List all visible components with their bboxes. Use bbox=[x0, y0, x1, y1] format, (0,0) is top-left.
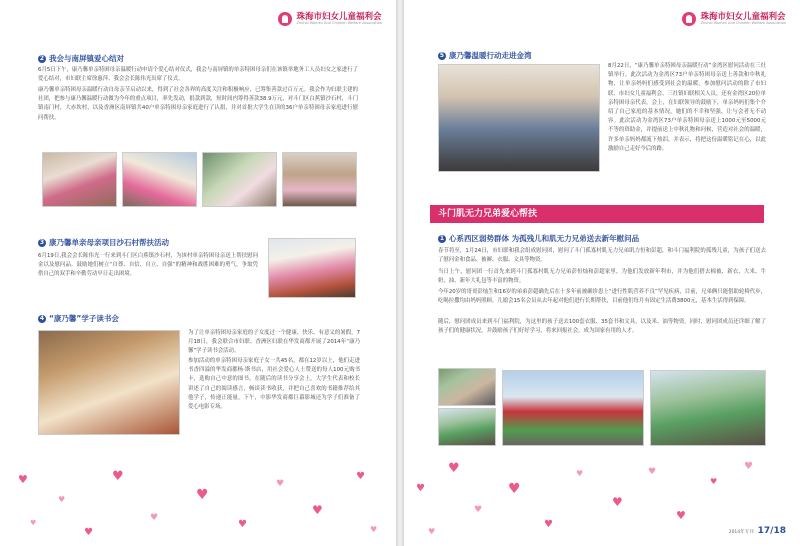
issue-label: 2014年专刊 bbox=[728, 530, 754, 535]
heart-icon: ♥ bbox=[676, 509, 686, 522]
heart-icon: ♥ bbox=[648, 467, 657, 477]
section-1-paragraph-2: 当日上午，慰问团一行首先来到斗门孤寡村肌无力兄弟彭恒灿和彭超家里，为他们发放新年利市，并为他们搭去棉被、新衣、大米、牛奶、油、新年大礼包等丰富的物资。 bbox=[438, 269, 766, 285]
section-1-paragraph-4: 随后，慰问团成员来到斗门福利院，为这里的孩子送去100套衣服、35套书和文具，以及米、油等物资。同时，慰问团成员还详细了解了孩子们的健康状况，并鼓励孩子们好好学习，将来回报社会，成为国家有用的人才。 bbox=[438, 319, 766, 335]
heart-icon: ♥ bbox=[196, 487, 209, 503]
section-1-title: 心系西区弱势群体 为孤残儿和肌无力兄弟送去新年慰问品 bbox=[449, 234, 640, 243]
section-1-paragraph-3: 今年20岁的哥哥彭灿生和16岁的弟弟彭超确先后在十多年前被确诊患上“进行性肌营养不良”罕见疾病，目前，兄弟俩只能借助轮椅代步，吃喝拉撒均由妈妈照顾。儿媳会15名会员从去年起对他们进行长期帮扶，目前他们每月有固定生活费3800元，基本生活得到保障。 bbox=[438, 289, 766, 305]
doumen-section-banner: 斗门肌无力兄弟爱心帮扶 bbox=[430, 205, 764, 223]
section-2-paragraph-1: 6月5日下午，康乃馨单亲特困母亲温暖行动申请个爱心结对仪式，我会与南屏镇的单亲特困母亲们在该镇举地务工人员妇女之家进行了爱心结对，市妇联主席徐惠萍、我会会长陈伟光出席了仪式。 bbox=[38, 67, 358, 83]
section-number-badge: 1 bbox=[439, 234, 445, 242]
section-number-badge: 5 bbox=[439, 51, 445, 59]
photo-nanping-pairing-2 bbox=[122, 152, 197, 207]
heart-icon: ♥ bbox=[30, 519, 37, 527]
photo-nanping-pairing-4 bbox=[282, 152, 357, 207]
heart-icon: ♥ bbox=[744, 461, 753, 472]
page-footer bbox=[729, 526, 786, 536]
logo-emblem-icon bbox=[682, 12, 696, 26]
section-4-title: “康乃馨”学子读书会 bbox=[49, 314, 119, 323]
heart-icon: ♥ bbox=[416, 483, 425, 494]
heart-icon: ♥ bbox=[710, 477, 718, 486]
section-number-badge: 4 bbox=[39, 314, 45, 322]
section-2-title: 我会与南屏镇爱心结对 bbox=[49, 54, 124, 63]
section-5-paragraph-1: 8月22日，“康乃馨单亲特困母亲温暖行动”金湾区慰问活动在三灶镇举行。此次活动为金湾区73户单亲特困母亲送上善款和中秋礼物，让单亲妈妈们感受到社会的温暖。参加慰问活动的除了市妇联、市妇女儿童福利会、三灶镇妇联相关人员，还有金湾区20位单亲特困母亲代表。会上，在妇联领导的鼓励下，单亲妈妈们集个介绍了自己家庭的基本情况，她们的不幸和坚强，让与会者无不动容。此次活动为金湾区73户单亲特困母亲送上1000元至5000元不等的资助金，并提前送上中秋礼物和问候，营造对社会的温暖，许多单亲妈妈都流下热泪，并表示，将把这份温暖铭记在心，以此激励自己走好今后的路。 bbox=[608, 63, 766, 152]
section-2-heading bbox=[38, 53, 124, 64]
right-page bbox=[404, 0, 800, 546]
logo-name-cn: 珠海市妇女儿童福利会 bbox=[296, 11, 382, 22]
photo-doumen-welfare-home bbox=[502, 370, 644, 446]
heart-icon: ♥ bbox=[84, 527, 93, 538]
heart-icon: ♥ bbox=[576, 469, 584, 478]
page-numbers: 17/18 bbox=[757, 526, 786, 536]
left-page bbox=[0, 0, 396, 546]
heart-icon: ♥ bbox=[474, 505, 483, 515]
heart-icon: ♥ bbox=[58, 495, 66, 504]
heart-icon: ♥ bbox=[112, 469, 124, 484]
logo-emblem-icon bbox=[278, 12, 292, 26]
section-3-paragraph-1: 6月19日,我会会长陈伟光一行来到斗门区白蕉镇沙石村，为该村单亲特困母亲送上帮扶慰问金以及慰问品。鼓励她们树立“自尊、自信、自立、自强”的精神和战胜困难的勇气，争取凭借自己的双手和辛勤劳动早日走出困境。 bbox=[38, 253, 258, 278]
section-3-heading bbox=[38, 237, 169, 248]
photo-nanping-pairing-3 bbox=[202, 152, 277, 207]
heart-icon: ♥ bbox=[508, 481, 521, 497]
section-5-heading bbox=[438, 50, 532, 61]
section-2-paragraph-2: 康乃馨单亲特困母亲温暖行动自母亲节启动以来，得到了社会各界的高度关注和积极响应，已筹集善款过百万元。我会作为妇联主建的社团，把参与康乃馨温暖行动做为今年的重点项目，率先发动，捐款到款，短时间内筹得善款38.9万元，对斗门区白蕉镇沙石村，斗门镇南门村，大赤坎村，以及香洲区南屏镇共40户单亲特困母亲家庭进行了认捐，并对首批大学生在读的36户单亲特困母亲家庭进行慰问帮扶。 bbox=[38, 87, 358, 121]
heart-icon: ♥ bbox=[544, 519, 553, 530]
heart-icon: ♥ bbox=[356, 471, 365, 482]
logo-name-en: Zhuhai Women And Children Welfare Association bbox=[296, 21, 382, 25]
photo-jinwan-visit bbox=[438, 64, 600, 172]
heart-icon: ♥ bbox=[312, 503, 323, 517]
photo-reading-club bbox=[38, 330, 180, 435]
photo-delegation-group bbox=[650, 370, 766, 446]
section-1-paragraph-1: 春节将至，1月24日，市妇联和我会组成慰问团，慰问了斗门孤寡村肌无力兄弟肌力恒和彭超，和斗门福利院的孤残儿童，为孩子们送去了慰问金和食品、被褥、衣服、文具等物资。 bbox=[438, 248, 766, 264]
logo-name-cn: 珠海市妇女儿童福利会 bbox=[700, 11, 786, 22]
section-4-heading bbox=[38, 313, 119, 324]
heart-icon: ♥ bbox=[18, 473, 28, 486]
section-5-title: 康乃馨温暖行动走进金湾 bbox=[449, 51, 532, 60]
section-4-paragraph-1: 为了让单亲特困母亲家庭的子女度过一个健康、快乐、有意义的暑假，7月18日，我会联合市妇联、香洲区妇联在华发商都开展了2014年“康乃馨”学子读书会活动。 bbox=[188, 330, 360, 355]
section-number-badge: 2 bbox=[39, 54, 45, 62]
heart-icon: ♥ bbox=[612, 495, 623, 509]
section-1-heading bbox=[438, 233, 639, 244]
section-3-title: 康乃馨单亲母亲项目沙石村帮扶活动 bbox=[49, 238, 169, 247]
heart-icon: ♥ bbox=[370, 525, 378, 534]
photo-shashi-village bbox=[268, 238, 356, 298]
section-4-paragraph-2: 参加活动的单亲特困母亲家庭子女一共45名，都在12岁以上，他们走进书香四溢的华发商都杨·斯书店，用社会爱心人士赞送的每人100元购书卡，选购自己中意的图书。在随后的读书分享会上，大学生代表和校长讲述了自己的阅读感言，畅谈读书收获，并把自己喜欢的书籍推荐给其他学子，传递正能量。下午，中影华发商都巨幕影城还为学子们准备了爱心电影专场。 bbox=[188, 358, 360, 411]
photo-muscular-dystrophy-brothers bbox=[438, 368, 496, 406]
book-spine bbox=[396, 0, 404, 546]
photo-nanping-pairing-1 bbox=[42, 152, 117, 207]
photo-welfare-home-visit bbox=[438, 408, 496, 446]
heart-icon: ♥ bbox=[428, 527, 436, 536]
heart-icon: ♥ bbox=[150, 513, 159, 523]
heart-icon: ♥ bbox=[448, 461, 460, 476]
logo-name-en: Zhuhai Women And Children Welfare Association bbox=[700, 21, 786, 25]
section-number-badge: 3 bbox=[39, 238, 45, 246]
heart-icon: ♥ bbox=[276, 479, 285, 489]
association-logo bbox=[682, 12, 786, 26]
heart-icon: ♥ bbox=[238, 519, 247, 530]
association-logo bbox=[278, 12, 382, 26]
